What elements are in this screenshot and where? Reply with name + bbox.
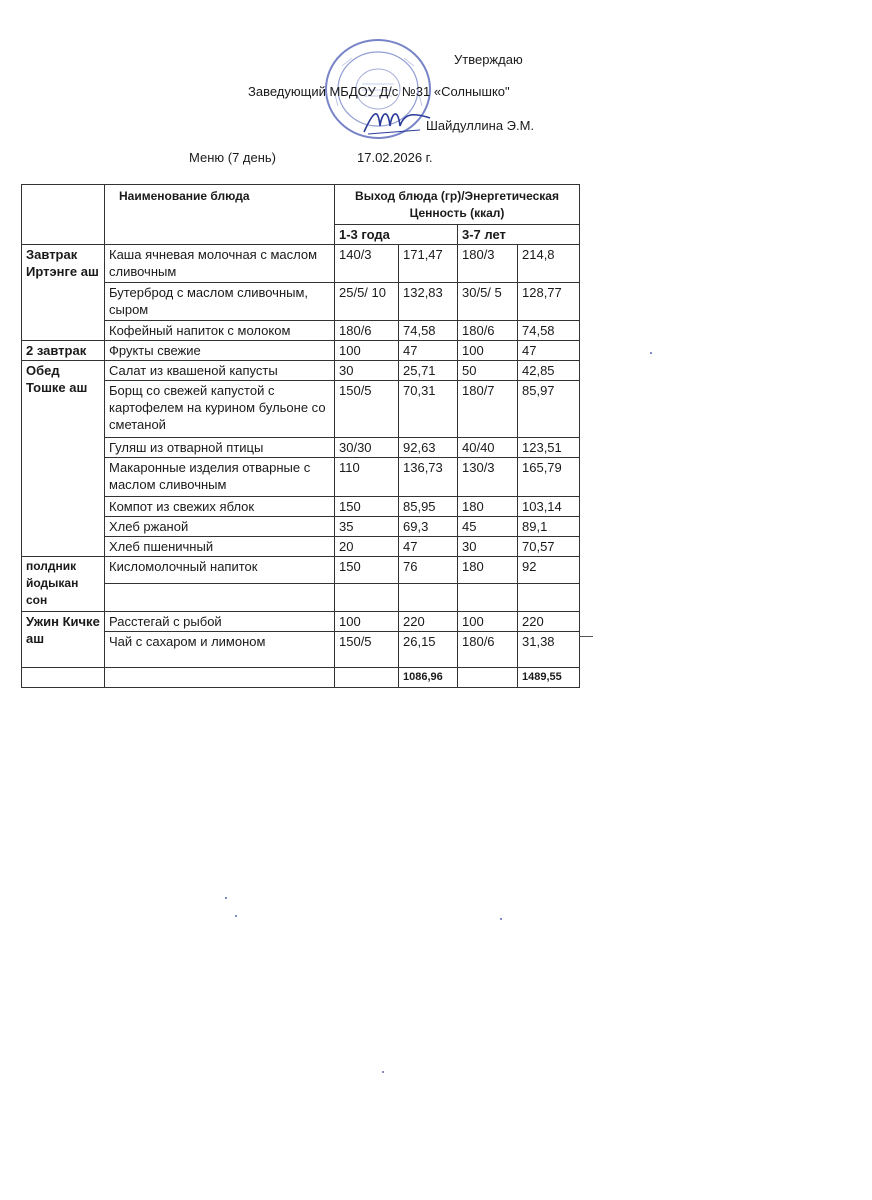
weight-3-7: 180/7 [458,381,518,438]
kcal-3-7: 128,77 [518,283,580,321]
table-row [22,341,580,361]
weight-3-7: 180/6 [458,632,518,668]
menu-title: Меню (7 день) [189,150,277,165]
kcal-3-7: 165,79 [518,458,580,497]
meal-label-lunch: Обед Тошке аш [22,361,105,557]
total-kcal-3-7: 1489,55 [518,668,580,688]
scan-speck [650,352,652,354]
weight-1-3: 30/30 [335,438,399,458]
kcal-3-7: 31,38 [518,632,580,668]
dish-name: Кисломолочный напиток [105,557,335,584]
head-name: Шайдуллина Э.М. [426,118,535,133]
scan-speck [382,1071,384,1073]
kcal-1-3: 171,47 [399,245,458,283]
kcal-1-3: 69,3 [399,517,458,537]
kcal-3-7: 92 [518,557,580,584]
weight-3-7: 30/5/ 5 [458,283,518,321]
kcal-1-3: 47 [399,341,458,361]
dish-name: Гуляш из отварной птицы [105,438,335,458]
dish-name: Расстегай с рыбой [105,612,335,632]
table-row [22,361,580,381]
kcal-3-7: 123,51 [518,438,580,458]
scan-speck [225,897,227,899]
weight-3-7: 180/3 [458,245,518,283]
table-row [22,381,580,438]
table-row [22,245,580,283]
kcal-3-7: 103,14 [518,497,580,517]
kcal-3-7: 89,1 [518,517,580,537]
kcal-3-7: 214,8 [518,245,580,283]
kcal-3-7: 47 [518,341,580,361]
weight-1-3 [335,584,399,612]
weight-1-3: 150 [335,497,399,517]
weight-1-3: 110 [335,458,399,497]
kcal-1-3: 70,31 [399,381,458,438]
weight-1-3: 35 [335,517,399,537]
kcal-3-7: 42,85 [518,361,580,381]
meal-label-breakfast: Завтрак Иртэнге аш [22,245,105,341]
weight-1-3: 150/5 [335,381,399,438]
dish-name: Борщ со свежей капустой с картофелем на курином бульоне со сметаной [105,381,335,438]
kcal-1-3: 132,83 [399,283,458,321]
table-row [22,537,580,557]
kcal-3-7: 70,57 [518,537,580,557]
table-row [22,321,580,341]
table-row [22,497,580,517]
menu-table [21,184,580,688]
weight-1-3: 25/5/ 10 [335,283,399,321]
kcal-1-3: 25,71 [399,361,458,381]
dish-name: Хлеб ржаной [105,517,335,537]
kcal-1-3: 74,58 [399,321,458,341]
weight-1-3: 100 [335,612,399,632]
kcal-1-3: 220 [399,612,458,632]
kcal-1-3 [399,584,458,612]
table-row [22,584,580,612]
dish-name: Хлеб пшеничный [105,537,335,557]
scan-line [579,636,593,637]
weight-3-7: 100 [458,612,518,632]
weight-3-7: 45 [458,517,518,537]
kcal-1-3: 26,15 [399,632,458,668]
dish-name: Макаронные изделия отварные с маслом сливочным [105,458,335,497]
meal-label-snack: полдник йодыкан сон [22,557,105,612]
weight-1-3: 140/3 [335,245,399,283]
weight-3-7: 130/3 [458,458,518,497]
kcal-3-7: 74,58 [518,321,580,341]
age-3-7-header: 3-7 лет [458,225,580,245]
total-row [22,668,580,688]
kcal-1-3: 136,73 [399,458,458,497]
dish-name: Салат из квашеной капусты [105,361,335,381]
table-row [22,632,580,668]
col-name-header: Наименование блюда [105,185,335,245]
kcal-1-3: 76 [399,557,458,584]
weight-1-3: 150 [335,557,399,584]
col-output-header: Выход блюда (гр)/Энергетическая Ценность (ккал) [335,185,580,225]
table-row [22,517,580,537]
dish-name: Каша ячневая молочная с маслом сливочным [105,245,335,283]
kcal-3-7: 220 [518,612,580,632]
weight-3-7: 180/6 [458,321,518,341]
age-1-3-header: 1-3 года [335,225,458,245]
kcal-1-3: 92,63 [399,438,458,458]
weight-3-7: 30 [458,537,518,557]
kcal-1-3: 47 [399,537,458,557]
approve-label: Утверждаю [454,52,523,67]
weight-1-3: 30 [335,361,399,381]
scan-speck [500,918,502,920]
table-row [22,283,580,321]
weight-1-3: 20 [335,537,399,557]
weight-3-7: 100 [458,341,518,361]
weight-3-7 [458,584,518,612]
dish-name: Фрукты свежие [105,341,335,361]
scan-speck [235,915,237,917]
kcal-3-7: 85,97 [518,381,580,438]
kcal-3-7 [518,584,580,612]
menu-date: 17.02.2026 г. [357,150,433,165]
table-row [22,612,580,632]
dish-name: Компот из свежих яблок [105,497,335,517]
table-row [22,438,580,458]
total-kcal-1-3: 1086,96 [399,668,458,688]
meal-label-dinner: Ужин Кичке аш [22,612,105,668]
dish-name: Бутерброд с маслом сливочным, сыром [105,283,335,321]
weight-3-7: 180 [458,557,518,584]
head-position: Заведующий МБДОУ Д/с №31 «Солнышко" [248,84,510,99]
weight-3-7: 50 [458,361,518,381]
weight-3-7: 180 [458,497,518,517]
table-row [22,557,580,584]
weight-1-3: 150/5 [335,632,399,668]
dish-name: Чай с сахаром и лимоном [105,632,335,668]
corner-cell [22,185,105,245]
weight-1-3: 100 [335,341,399,361]
weight-3-7: 40/40 [458,438,518,458]
meal-label-second-breakfast: 2 завтрак [22,341,105,361]
kcal-1-3: 85,95 [399,497,458,517]
table-row [22,458,580,497]
weight-1-3: 180/6 [335,321,399,341]
dish-name: Кофейный напиток с молоком [105,321,335,341]
dish-name [105,584,335,612]
